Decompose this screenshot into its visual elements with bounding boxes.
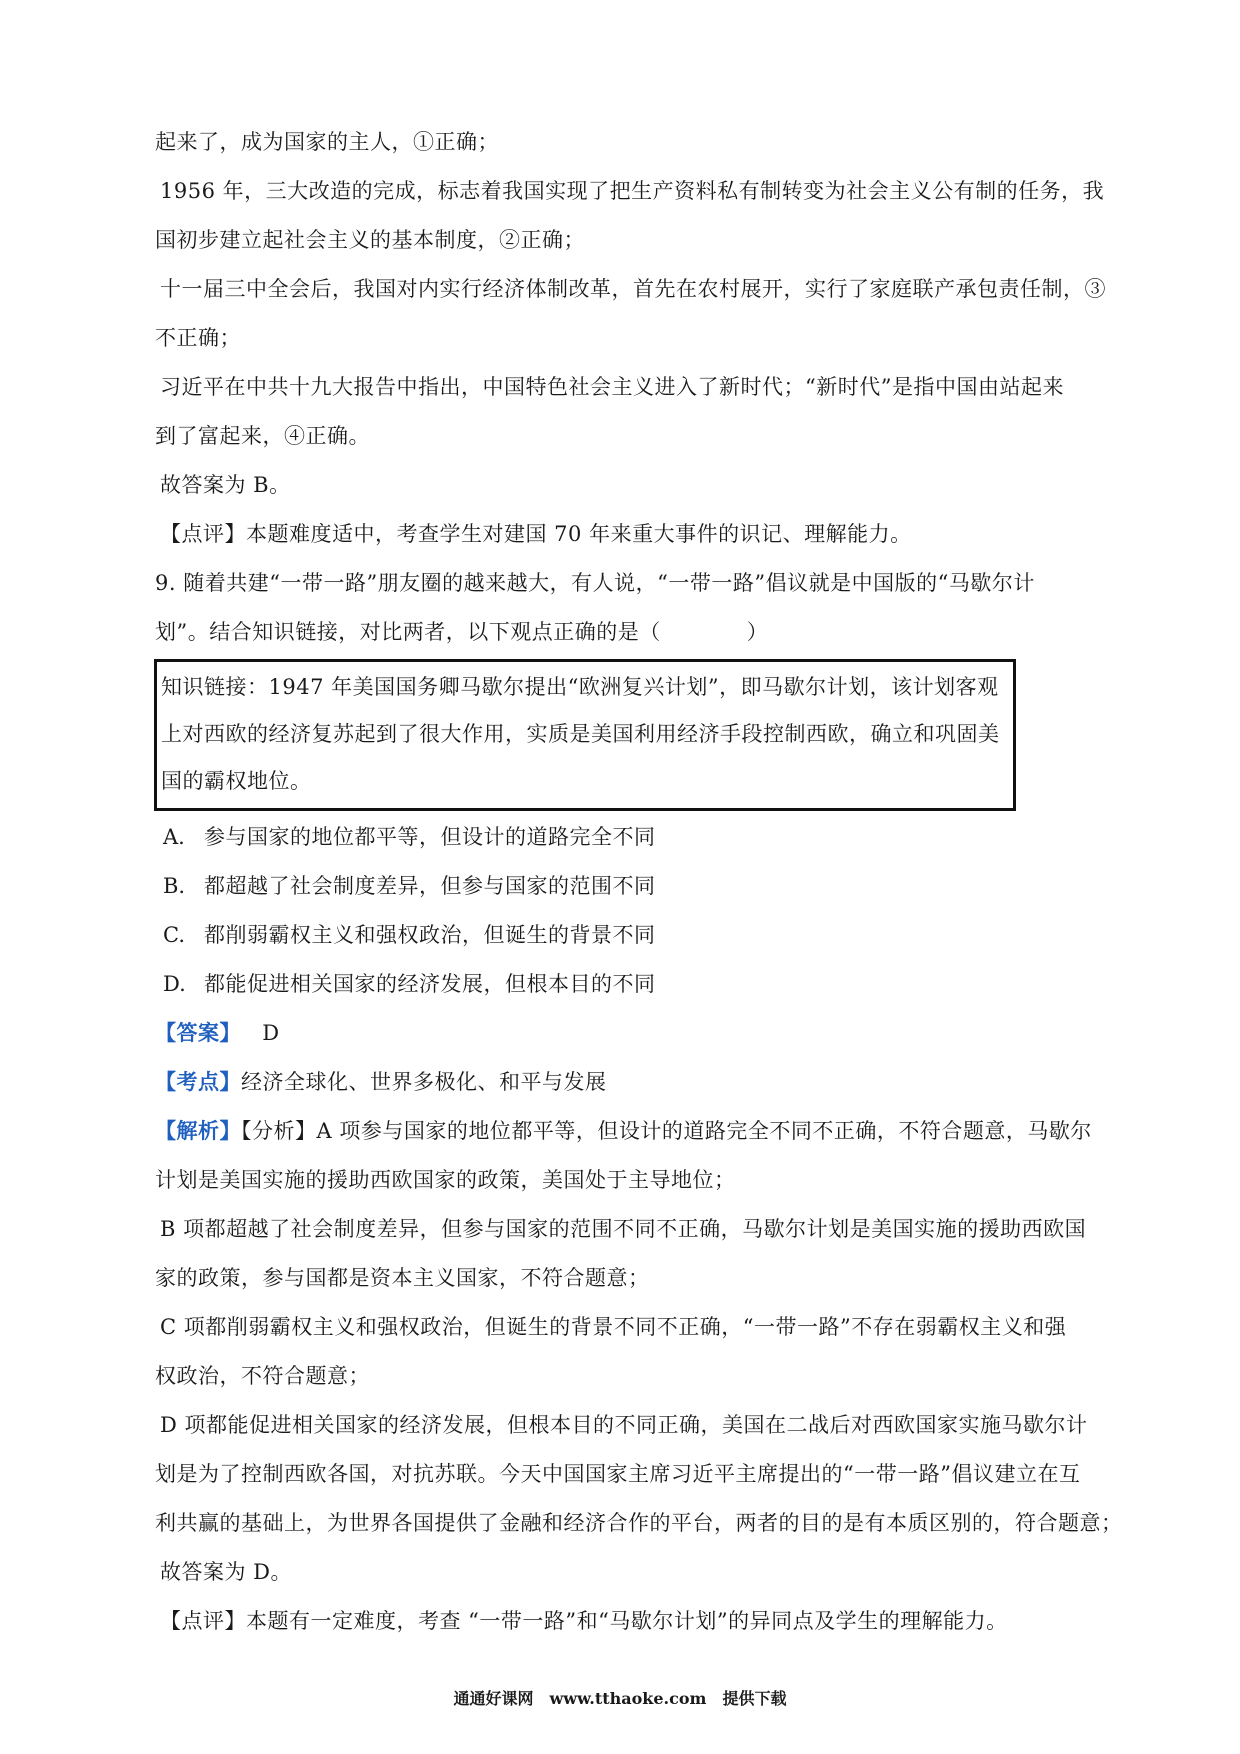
text-line: 十一届三中全会后，我国对内实行经济体制改革，首先在农村展开，实行了家庭联产承包责任制，③ bbox=[160, 277, 1106, 301]
text-line: 到了富起来，④正确。 bbox=[155, 424, 370, 448]
analysis-line: D 项都能促进相关国家的经济发展，但根本目的不同正确，美国在二战后对西欧国家实施马歇尔计 bbox=[160, 1413, 1088, 1437]
option-text: 参与国家的地位都平等，但设计的道路完全不同 bbox=[204, 825, 656, 849]
text-line: 故答案为 B。 bbox=[160, 473, 291, 497]
text-line: 不正确； bbox=[155, 326, 241, 350]
answer-value: D bbox=[262, 1021, 280, 1045]
analysis-line bbox=[155, 1116, 1092, 1146]
analysis-line: 划是为了控制西欧各国，对抗苏联。今天中国国家主席习近平主席提出的“一带一路”倡议建立在互 bbox=[155, 1462, 1081, 1486]
option-letter: D. bbox=[163, 972, 186, 996]
page-footer: 通通好课网 www.tthaoke.com 提供下载 bbox=[453, 1689, 787, 1708]
knowledge-line: 知识链接：1947 年美国国务卿马歇尔提出“欧洲复兴计划”，即马歇尔计划，该计划客观 bbox=[161, 675, 999, 699]
point-value: 经济全球化、世界多极化、和平与发展 bbox=[241, 1070, 607, 1094]
analysis-line: 故答案为 D。 bbox=[160, 1560, 293, 1584]
analysis-label: 【解析】 bbox=[155, 1118, 241, 1143]
answer-line bbox=[155, 1018, 280, 1048]
answer-label: 【答案】 bbox=[155, 1020, 241, 1045]
analysis-line: 计划是美国实施的援助西欧国家的政策，美国处于主导地位； bbox=[155, 1168, 736, 1192]
option-letter: A. bbox=[163, 825, 185, 849]
text-line: 习近平在中共十九大报告中指出，中国特色社会主义进入了新时代；“新时代”是指中国由站起来 bbox=[160, 375, 1064, 399]
knowledge-line: 国的霸权地位。 bbox=[161, 769, 312, 793]
option-text: 都削弱霸权主义和强权政治，但诞生的背景不同 bbox=[204, 923, 656, 947]
question-stem: 9. 随着共建“一带一路”朋友圈的越来越大，有人说，“一带一路”倡议就是中国版的“马歇尔计 bbox=[155, 571, 1035, 595]
knowledge-link-box bbox=[154, 659, 1016, 811]
point-line bbox=[155, 1067, 607, 1097]
option-letter: C. bbox=[163, 923, 185, 947]
question-stem: 划”。结合知识链接，对比两者，以下观点正确的是（ ） bbox=[155, 620, 769, 644]
analysis-line: B 项都超越了社会制度差异，但参与国家的范围不同不正确，马歇尔计划是美国实施的援助西欧国 bbox=[160, 1217, 1087, 1241]
point-label: 【考点】 bbox=[155, 1069, 241, 1094]
option-text: 都超越了社会制度差异，但参与国家的范围不同 bbox=[204, 874, 656, 898]
analysis-text: 【分析】A 项参与国家的地位都平等，但设计的道路完全不同不正确，不符合题意，马歇尔 bbox=[241, 1119, 1092, 1143]
analysis-line: 家的政策，参与国都是资本主义国家，不符合题意； bbox=[155, 1266, 650, 1290]
analysis-line: 利共赢的基础上，为世界各国提供了金融和经济合作的平台，两者的目的是有本质区别的，符合题意； bbox=[155, 1511, 1123, 1535]
option-text: 都能促进相关国家的经济发展，但根本目的不同 bbox=[204, 972, 656, 996]
comment-line: 【点评】本题难度适中，考查学生对建国 70 年来重大事件的识记、理解能力。 bbox=[160, 522, 912, 546]
text-line: 国初步建立起社会主义的基本制度，②正确； bbox=[155, 228, 585, 252]
analysis-line: 权政治，不符合题意； bbox=[155, 1364, 370, 1388]
analysis-line: C 项都削弱霸权主义和强权政治，但诞生的背景不同不正确，“一带一路”不存在弱霸权主义和强 bbox=[160, 1315, 1067, 1339]
comment-line: 【点评】本题有一定难度，考查 “一带一路”和“马歇尔计划”的异同点及学生的理解能力。 bbox=[160, 1609, 1008, 1633]
text-line: 1956 年，三大改造的完成，标志着我国实现了把生产资料私有制转变为社会主义公有制的任务，我 bbox=[160, 179, 1105, 203]
text-line: 起来了，成为国家的主人，①正确； bbox=[155, 130, 499, 154]
knowledge-line: 上对西欧的经济复苏起到了很大作用，实质是美国利用经济手段控制西欧，确立和巩固美 bbox=[161, 722, 1000, 746]
option-letter: B. bbox=[163, 874, 186, 898]
